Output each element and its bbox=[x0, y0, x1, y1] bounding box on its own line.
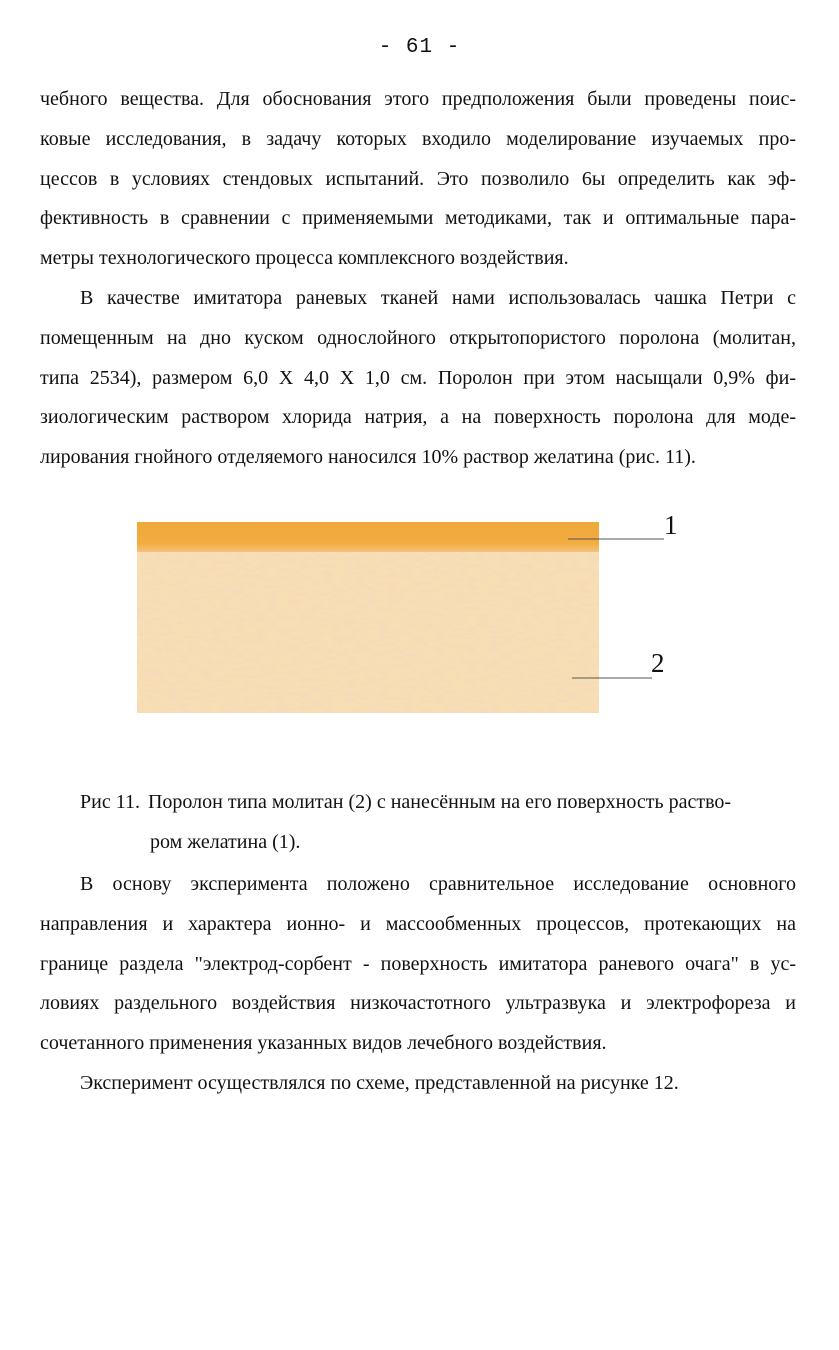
page-number: - 61 - bbox=[378, 36, 461, 59]
text-line: метры технологического процесса комплексного воздействия. bbox=[40, 247, 569, 270]
text-line: зиологическим раствором хлорида натрия, а на поверхность поролона для моде- bbox=[40, 406, 796, 429]
figure-foam-sample bbox=[0, 500, 839, 740]
text-line: В качестве имитатора раневых тканей нами использовалась чашка Петри с bbox=[80, 287, 796, 309]
paragraph-3 bbox=[40, 865, 796, 1064]
foam-texture bbox=[137, 540, 599, 713]
figure-label-gelatin: 1 bbox=[664, 510, 678, 540]
text-line: границе раздела "электрод-сорбент - поверхность имитатора раневого очага" в ус- bbox=[40, 952, 796, 975]
text-line: ковые исследования, в задачу которых входило моделирование изучаемых про- bbox=[40, 127, 796, 150]
text-line: помещенным на дно куском однослойного открытопористого поролона (молитан, bbox=[40, 326, 796, 349]
text-line: сочетанного применения указанных видов лечебного воздействия. bbox=[40, 1032, 607, 1055]
text-line: ловиях раздельного воздействия низкочастотного ультразвука и электрофореза и bbox=[40, 992, 796, 1015]
gelatin-layer bbox=[137, 522, 599, 552]
text-line: чебного вещества. Для обоснования этого предположения были проведены поис- bbox=[40, 88, 796, 110]
paragraph-2 bbox=[40, 279, 796, 478]
text-line: В основу эксперимента положено сравнительное исследование основного bbox=[80, 873, 796, 895]
caption-line-2: ром желатина (1). bbox=[150, 830, 301, 853]
paragraph-4 bbox=[40, 1064, 796, 1104]
text-line: лирования гнойного отделяемого наносился 10% раствор желатина (рис. 11). bbox=[40, 446, 696, 469]
paragraph-1 bbox=[40, 80, 796, 279]
foam-illustration bbox=[0, 500, 839, 740]
figure-caption bbox=[80, 783, 796, 863]
text-line: направления и характера ионно- и массообменных процессов, протекающих на bbox=[40, 912, 796, 935]
text-line: Эксперимент осуществлялся по схеме, представленной на рисунке 12. bbox=[80, 1072, 679, 1094]
text-line: фективность в сравнении с применяемыми методиками, так и оптимальные пара- bbox=[40, 207, 796, 230]
text-line: цессов в условиях стендовых испытаний. Это позволило 6ы определить как эф- bbox=[40, 167, 796, 190]
caption-line-1 bbox=[80, 783, 796, 823]
figure-label-foam: 2 bbox=[651, 648, 665, 678]
caption-figure-number: Рис 11. bbox=[80, 791, 140, 813]
text-line: типа 2534), размером 6,0 X 4,0 X 1,0 см. Поролон при этом насыщали 0,9% фи- bbox=[40, 366, 796, 389]
caption-text: Поролон типа молитан (2) с нанесённым на его поверхность раство- bbox=[147, 791, 732, 813]
